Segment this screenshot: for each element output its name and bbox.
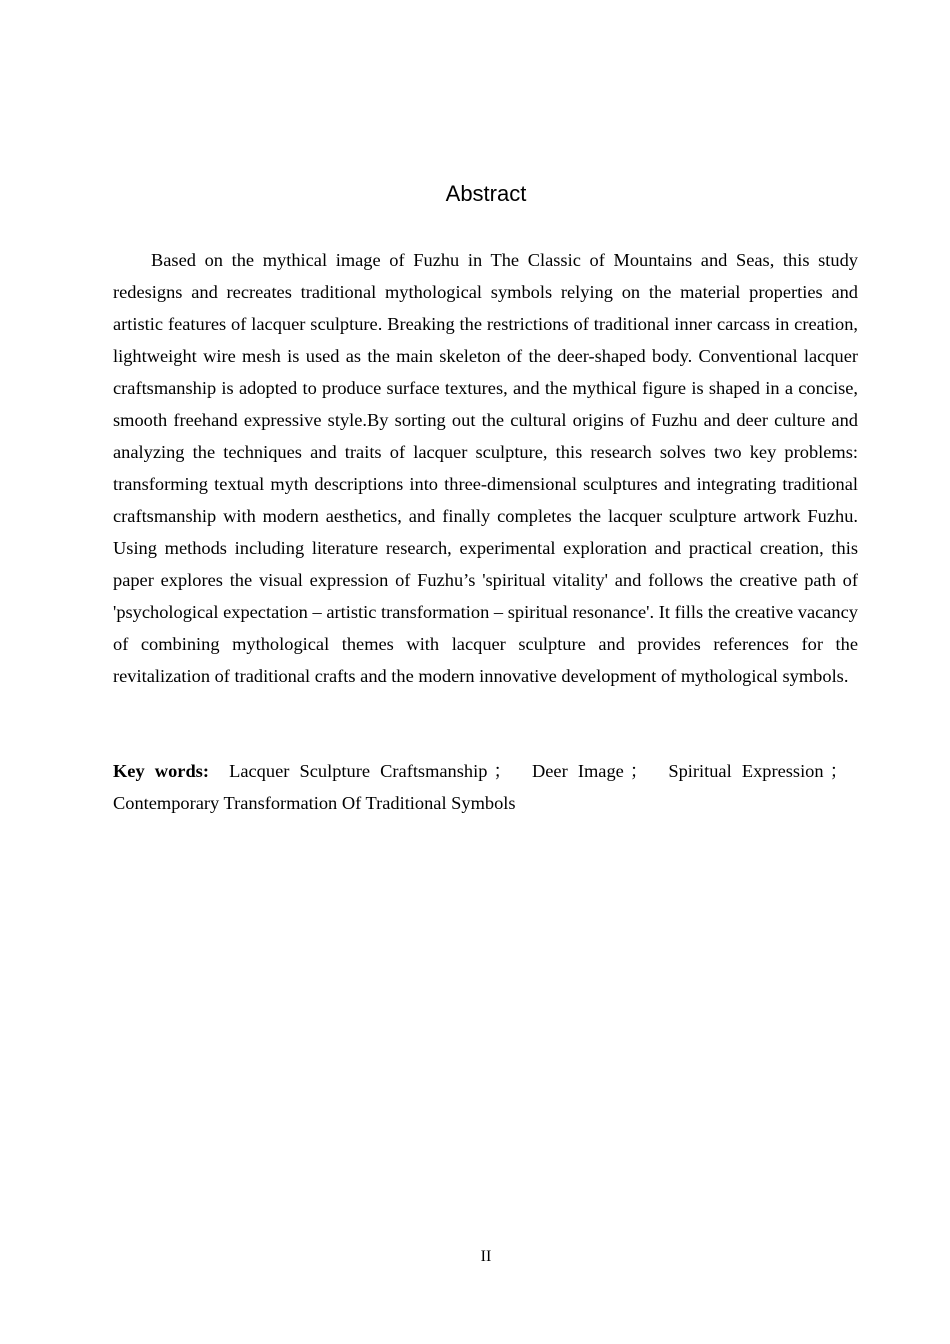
keyword-item: Lacquer Sculpture Craftsmanship	[229, 761, 488, 781]
abstract-title: Abstract	[445, 181, 527, 206]
page-number: II	[480, 1248, 492, 1265]
keywords-paragraph	[113, 755, 858, 819]
keyword-item: Spiritual Expression	[668, 761, 824, 781]
abstract-body: Based on the mythical image of Fuzhu in The Classic of Mountains and Seas, this study redesigns and recreates traditional mythological symbols relying on the material properties and artistic features of lacquer sculpture. Breaking the restrictions of traditional inner carcass in creation, lightweight wire mesh is used as the main skeleton of the deer-shaped body. Conventional lacquer craftsmanship is adopted to produce surface textures, and the mythical figure is shaped in a concise, smooth freehand expressive style.By sorting out the cultural origins of Fuzhu and deer culture and analyzing the techniques and traits of lacquer sculpture, this research solves two key problems: transforming textual myth descriptions into three-dimensional sculptures and integrating traditional craftsmanship with modern aesthetics, and finally completes the lacquer sculpture artwork Fuzhu. Using methods including literature research, experimental exploration and practical creation, this paper explores the visual expression of Fuzhu’s 'spiritual vitality' and follows the creative path of 'psychological expectation – artistic transformation – spiritual resonance'. It fills the creative vacancy of combining mythological themes with lacquer sculpture and provides references for the revitalization of traditional crafts and the modern innovative development of mythological symbols.	[113, 250, 858, 686]
keyword-separator: ；	[493, 761, 512, 781]
keyword-separator: ；	[829, 761, 848, 781]
keywords-label: Key words:	[113, 761, 209, 781]
keyword-item: Contemporary Transformation Of Traditional Symbols	[113, 793, 516, 813]
keyword-separator: ；	[629, 761, 649, 781]
keyword-item: Deer Image	[531, 761, 624, 781]
